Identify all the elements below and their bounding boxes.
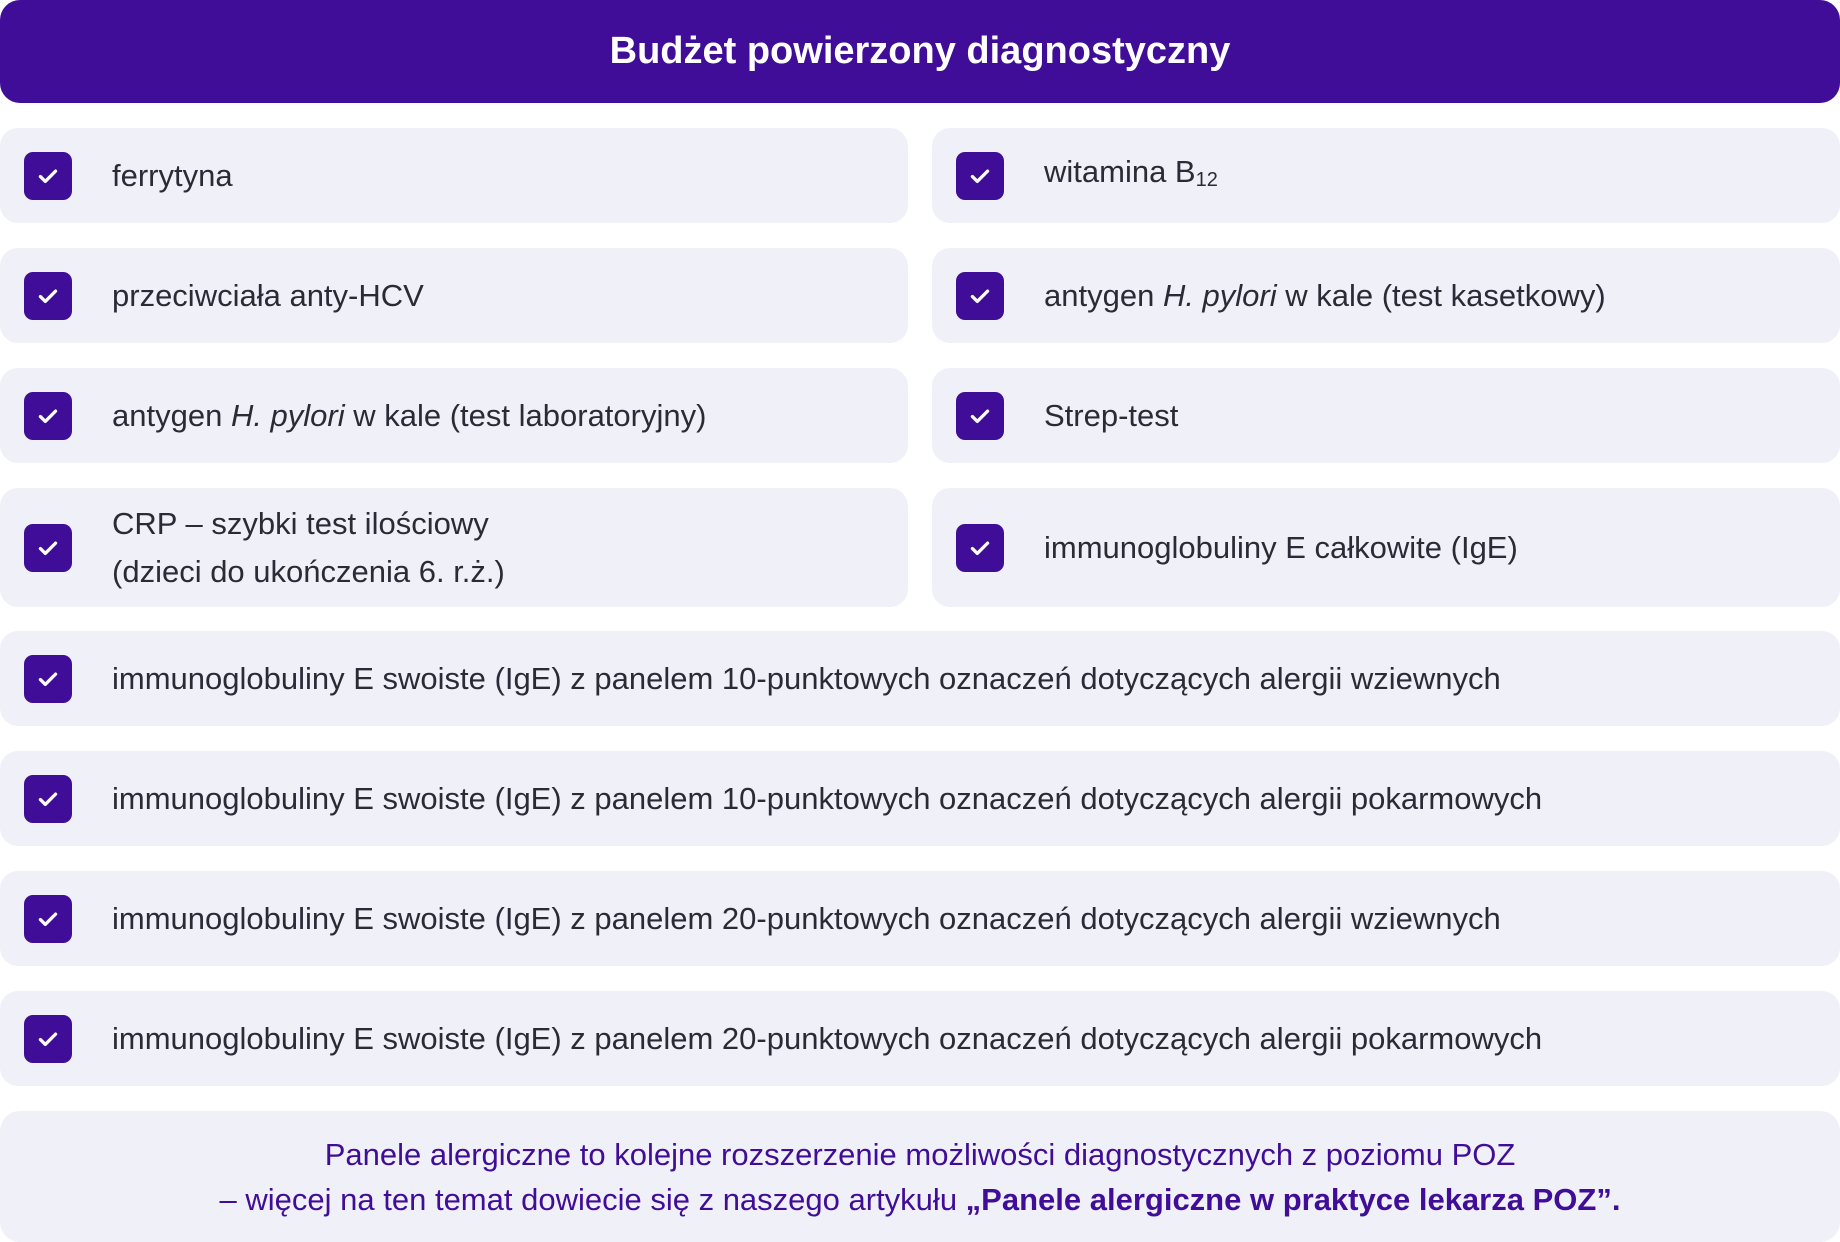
list-item-label	[112, 392, 888, 440]
footer-line-1: Panele alergiczne to kolejne rozszerzenie możliwości diagnostycznych z poziomu POZ	[324, 1136, 1516, 1172]
check-icon	[956, 392, 1004, 440]
list-item-label	[1044, 272, 1820, 320]
list-item-label: przeciwciała anty-HCV	[112, 277, 424, 313]
b12-subscript: 12	[1195, 168, 1218, 191]
b12-text: witamina B	[1044, 153, 1196, 189]
list-item-label: immunoglobuliny E swoiste (IgE) z panelem 20-punktowych oznaczeń dotyczących alergii pokarmowych	[112, 1020, 1543, 1056]
check-icon	[24, 655, 72, 703]
page-title	[0, 0, 1840, 103]
list-item-label: immunoglobuliny E swoiste (IgE) z panelem 20-punktowych oznaczeń dotyczących alergii wziewnych	[112, 900, 1501, 936]
list-item-label: immunoglobuliny E całkowite (IgE)	[1044, 529, 1518, 565]
list-item-witamina-b12	[932, 128, 1840, 223]
check-icon	[956, 152, 1004, 200]
check-icon	[24, 775, 72, 823]
label-part: antygen	[1044, 277, 1163, 313]
label-part: w kale (test kasetkowy)	[1276, 277, 1606, 313]
check-icon	[24, 272, 72, 320]
list-item-label: ferrytyna	[112, 157, 233, 193]
list-item-ige-20-pokarmowe	[0, 991, 1840, 1086]
list-item-hcv	[0, 248, 908, 343]
list-item-label: immunoglobuliny E swoiste (IgE) z panelem 10-punktowych oznaczeń dotyczących alergii wziewnych	[112, 660, 1501, 696]
label-line-1: CRP – szybki test ilościowy	[112, 505, 489, 541]
list-item-pylori-kasetkowy	[932, 248, 1840, 343]
check-icon	[956, 272, 1004, 320]
article-link[interactable]: „Panele alergiczne w praktyce lekarza POZ”.	[965, 1181, 1621, 1217]
list-item-strep-test	[932, 368, 1840, 463]
list-item-label: immunoglobuliny E swoiste (IgE) z panelem 10-punktowych oznaczeń dotyczących alergii pokarmowych	[112, 780, 1543, 816]
list-item-ige-10-wziewne	[0, 631, 1840, 726]
footer-line-2-text: – więcej na ten temat dowiecie się z naszego artykułu	[219, 1181, 966, 1217]
label-italic: H. pylori	[1162, 277, 1277, 313]
check-icon	[24, 895, 72, 943]
label-line-2: (dzieci do ukończenia 6. r.ż.)	[112, 553, 505, 589]
page-title-text: Budżet powierzony diagnostyczny	[609, 30, 1231, 72]
footer-line-2	[220, 1177, 1621, 1222]
label-part: w kale (test laboratoryjny)	[344, 397, 707, 433]
list-item-ige-10-pokarmowe	[0, 751, 1840, 846]
list-item-pylori-laboratoryjny	[0, 368, 908, 463]
list-item-label	[1044, 148, 1820, 204]
list-item-ige-20-wziewne	[0, 871, 1840, 966]
check-icon	[956, 524, 1004, 572]
check-icon	[24, 524, 72, 572]
list-item-ferrytyna	[0, 128, 908, 223]
check-icon	[24, 152, 72, 200]
footer-note	[0, 1111, 1840, 1242]
list-item-label: Strep-test	[1044, 397, 1179, 433]
label-italic: H. pylori	[230, 397, 345, 433]
list-item-ige-calkowite	[932, 488, 1840, 607]
check-icon	[24, 1015, 72, 1063]
list-item-label	[112, 500, 888, 596]
list-item-crp	[0, 488, 908, 607]
label-part: antygen	[112, 397, 231, 433]
check-icon	[24, 392, 72, 440]
